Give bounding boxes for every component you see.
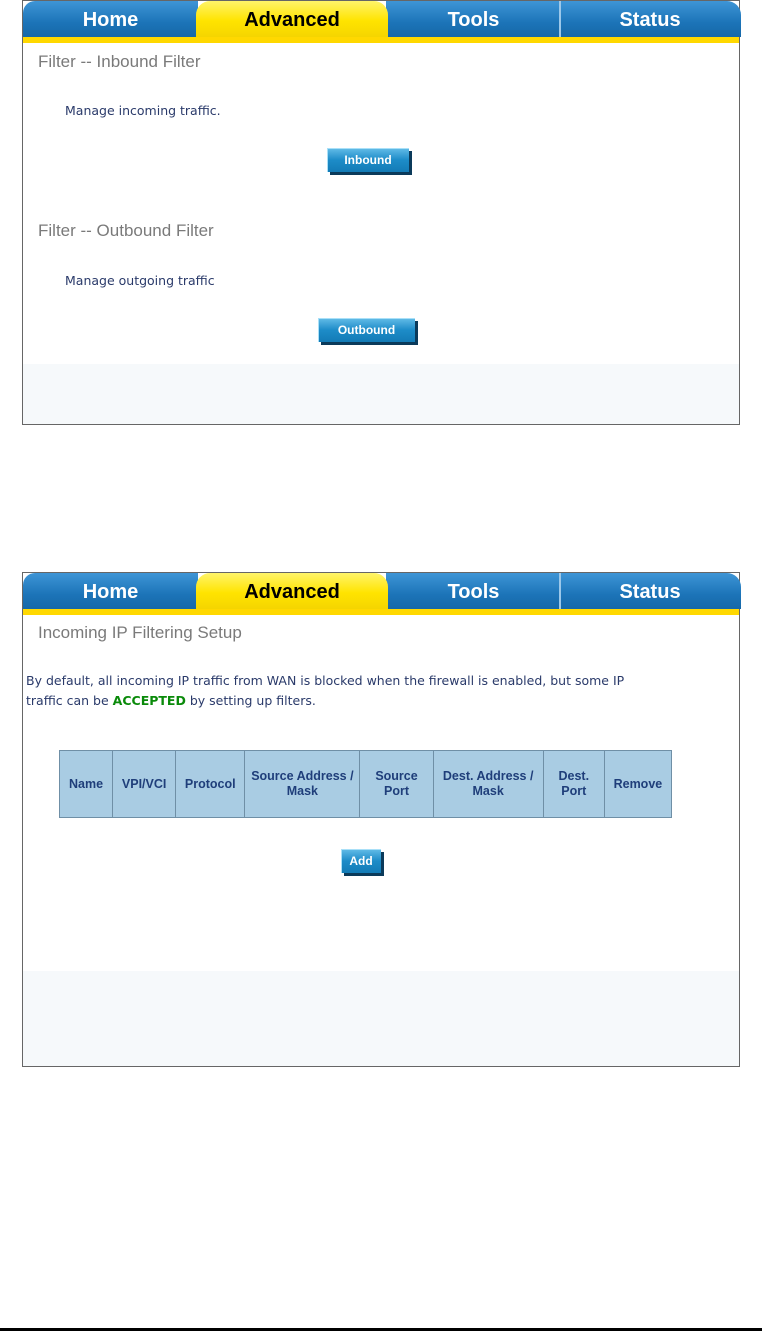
description-line-1: By default, all incoming IP traffic from WAN is blocked when the firewall is enabled, but some IP <box>26 673 625 688</box>
tab-divider <box>559 573 561 609</box>
description-prefix: traffic can be <box>26 693 113 708</box>
col-source-address: Source Address / Mask <box>245 751 360 818</box>
description-suffix: by setting up filters. <box>185 693 316 708</box>
col-name: Name <box>60 751 113 818</box>
tab-tools[interactable]: Tools <box>386 1 561 37</box>
tab-bar <box>23 1 739 43</box>
col-remove: Remove <box>604 751 671 818</box>
tab-advanced[interactable]: Advanced <box>196 573 388 609</box>
inbound-button[interactable]: Inbound <box>327 148 409 172</box>
accepted-keyword: ACCEPTED <box>112 693 186 708</box>
col-vpi-vci: VPI/VCI <box>113 751 176 818</box>
outbound-filter-title: Filter -- Outbound Filter <box>38 221 214 240</box>
inbound-filter-title: Filter -- Inbound Filter <box>38 52 201 71</box>
tab-home[interactable]: Home <box>23 1 198 37</box>
outbound-description: Manage outgoing traffic <box>65 273 215 288</box>
page-title: Incoming IP Filtering Setup <box>38 623 242 642</box>
page-description <box>26 671 736 711</box>
tab-status[interactable]: Status <box>559 573 741 609</box>
tab-tools[interactable]: Tools <box>386 573 561 609</box>
table-header-row <box>60 751 672 818</box>
outbound-button[interactable]: Outbound <box>318 318 415 342</box>
tab-home[interactable]: Home <box>23 573 198 609</box>
incoming-ip-filtering-screen <box>22 572 740 1067</box>
tab-status[interactable]: Status <box>559 1 741 37</box>
filter-menu-screen <box>22 0 740 425</box>
description-line-2 <box>26 691 736 711</box>
main-content <box>23 43 739 424</box>
page-bottom-rule <box>0 1328 762 1331</box>
col-dest-address: Dest. Address / Mask <box>433 751 543 818</box>
col-source-port: Source Port <box>360 751 433 818</box>
add-button[interactable]: Add <box>341 849 381 873</box>
filter-table <box>59 750 672 818</box>
main-content <box>23 615 739 1066</box>
tab-divider <box>559 1 561 37</box>
col-protocol: Protocol <box>176 751 245 818</box>
tab-advanced[interactable]: Advanced <box>196 1 388 37</box>
tab-bar <box>23 573 739 615</box>
inbound-description: Manage incoming traffic. <box>65 103 221 118</box>
footer-band <box>23 364 739 424</box>
col-dest-port: Dest. Port <box>543 751 604 818</box>
footer-band <box>23 971 739 1066</box>
